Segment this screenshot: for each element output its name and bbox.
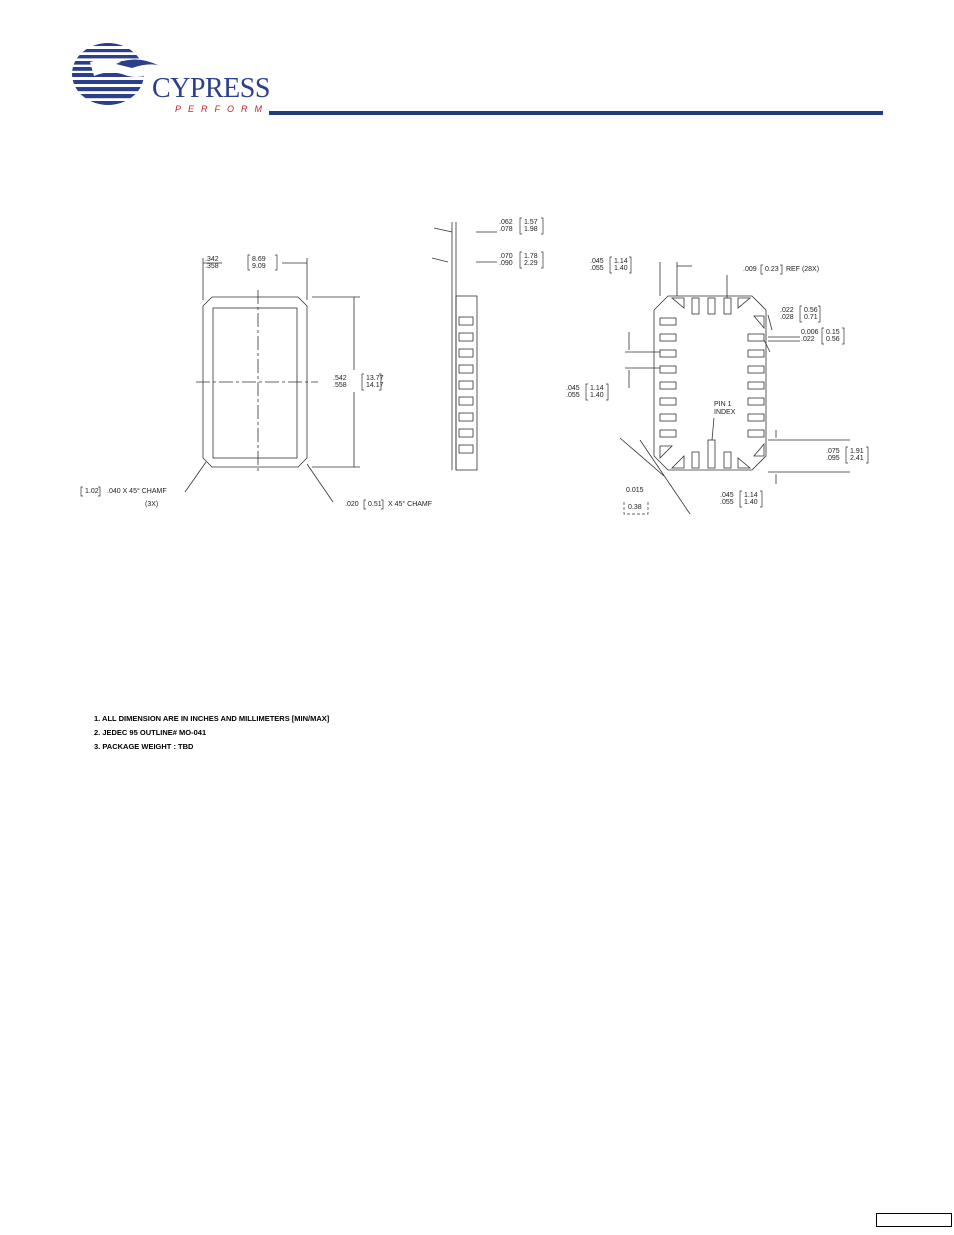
dimension-label: 0.51 [368,501,382,508]
dimension-label: .078 [499,226,513,233]
dimension-label: 1.91 [850,448,864,455]
dimension-label: .020 [345,501,359,508]
dimension-label: .070 [499,253,513,260]
bottom-ref-dim [743,266,819,273]
dimension-label: 0.23 [765,266,779,273]
dimension-label: 1.40 [744,499,758,506]
dimension-label: 0.56 [804,307,818,314]
bottom-pad-width-dim [780,307,818,321]
logo-tagline: PERFORM [175,104,269,114]
dimension-label: 1.78 [524,253,538,260]
dimension-label: 1.40 [614,265,628,272]
dimension-label: 1.14 [614,258,628,265]
chamf-right-note [345,500,432,508]
dimension-label: 13.77 [366,375,384,382]
dimension-label: .028 [780,314,794,321]
bottom-view [620,262,850,514]
dimension-label: (3X) [145,501,159,508]
chamf-left-note [85,487,167,508]
dimension-label: 1.02 [85,488,99,495]
dimension-label: 0.38 [628,504,642,511]
dimension-label: 1.98 [524,226,538,233]
dimension-label: 1.14 [590,385,604,392]
package-drawing [0,0,954,560]
dimension-label: .095 [826,455,840,462]
dimension-label: REF (28X) [786,266,820,273]
document-number-box [876,1213,952,1227]
dimension-label: .022 [780,307,794,314]
note-2: 2. JEDEC 95 OUTLINE# MO-041 [94,728,207,737]
dimension-label: 1.40 [590,392,604,399]
bottom-top-pad-dim [590,258,628,272]
dimension-label: .558 [333,382,347,389]
corner-dim [626,487,644,511]
dimension-label: 1.14 [744,492,758,499]
dimension-label: 2.29 [524,260,538,267]
dimension-label: 0.006 [801,329,819,336]
dimension-label: 9.09 [252,263,266,270]
dimension-label: .009 [743,266,757,273]
dimension-label: .045 [720,492,734,499]
dimension-label: .090 [499,260,513,267]
bottom-pad-gap-dim [801,329,840,343]
dimension-label: X 45° CHAMF [388,501,433,508]
logo-wordmark: CYPRESS [152,73,270,104]
dimension-label: 0.15 [826,329,840,336]
top-height-dim [333,375,384,389]
side-view [432,222,497,470]
dimension-label: .045 [566,385,580,392]
bottom-left-pad-dim [566,385,604,399]
dimension-label: 0.015 [626,487,644,494]
drawing-notes [94,712,329,754]
dimension-label: .045 [590,258,604,265]
pin1-index-label [714,401,736,416]
dimension-label: 8.69 [252,256,266,263]
dimension-label: INDEX [714,409,736,416]
bottom-bottom-pad-dim [720,492,758,506]
dimension-label: .358 [205,263,219,270]
dimension-label: .055 [720,499,734,506]
note-1: 1. ALL DIMENSION ARE IN INCHES AND MILLIMETERS [MIN/MAX] [94,714,330,723]
dimension-label: 0.71 [804,314,818,321]
top-width-dim [205,256,266,270]
side-dim-1 [499,219,538,233]
side-dim-2 [499,253,538,267]
dimension-label: 1.57 [524,219,538,226]
dimension-label: .040 X 45° CHAMF [107,488,167,495]
dimension-label: .075 [826,448,840,455]
dimension-label: .342 [205,256,219,263]
dimension-label: 2.41 [850,455,864,462]
dimension-label: PIN 1 [714,401,732,408]
dimension-label: .055 [590,265,604,272]
dimension-label: .055 [566,392,580,399]
dimension-label: .542 [333,375,347,382]
dimension-label: .062 [499,219,513,226]
note-3: 3. PACKAGE WEIGHT : TBD [94,742,194,751]
dimension-label: 0.56 [826,336,840,343]
bottom-pitch-dim [826,448,864,462]
dimension-label: 14.17 [366,382,384,389]
dimension-label: .022 [801,336,815,343]
